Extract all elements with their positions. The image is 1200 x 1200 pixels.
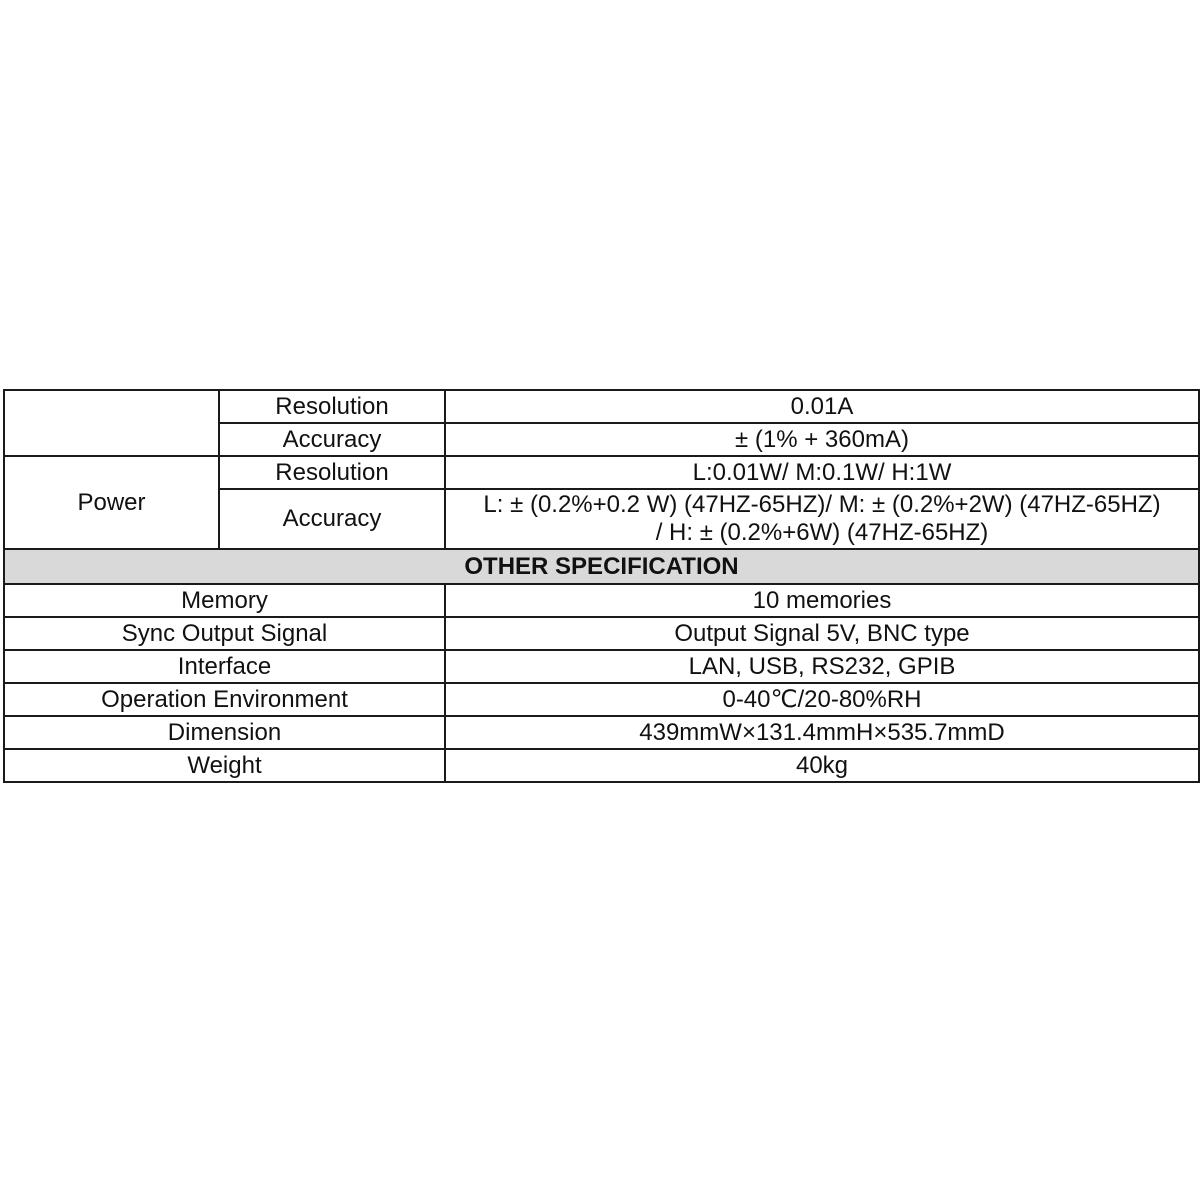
spec-value: 0.01A bbox=[445, 390, 1199, 423]
power-group-label: Power bbox=[4, 456, 219, 549]
spec-value: 10 memories bbox=[445, 584, 1199, 617]
spec-value: ± (1% + 360mA) bbox=[445, 423, 1199, 456]
spec-label: Dimension bbox=[4, 716, 445, 749]
table-row bbox=[4, 683, 1199, 716]
spec-label: Resolution bbox=[219, 456, 445, 489]
spec-value: 439mmW×131.4mmH×535.7mmD bbox=[445, 716, 1199, 749]
table-row bbox=[4, 390, 1199, 423]
spec-value: 0-40℃/20-80%RH bbox=[445, 683, 1199, 716]
section-title: OTHER SPECIFICATION bbox=[4, 549, 1199, 584]
spec-label: Operation Environment bbox=[4, 683, 445, 716]
table-row bbox=[4, 456, 1199, 489]
spec-label: Accuracy bbox=[219, 489, 445, 549]
spec-value: L:0.01W/ M:0.1W/ H:1W bbox=[445, 456, 1199, 489]
spec-label: Memory bbox=[4, 584, 445, 617]
power-accuracy-line-2: / H: ± (0.2%+6W) (47HZ-65HZ) bbox=[655, 519, 989, 546]
empty-group-cell bbox=[4, 390, 219, 456]
spec-label: Sync Output Signal bbox=[4, 617, 445, 650]
table-row bbox=[4, 716, 1199, 749]
section-header-row bbox=[4, 549, 1199, 584]
spec-value: LAN, USB, RS232, GPIB bbox=[445, 650, 1199, 683]
table-row bbox=[4, 650, 1199, 683]
spec-value: 40kg bbox=[445, 749, 1199, 782]
spec-value: Output Signal 5V, BNC type bbox=[445, 617, 1199, 650]
table-row bbox=[4, 584, 1199, 617]
spec-label: Accuracy bbox=[219, 423, 445, 456]
spec-label: Weight bbox=[4, 749, 445, 782]
table-row bbox=[4, 617, 1199, 650]
spec-label: Resolution bbox=[219, 390, 445, 423]
power-accuracy-value bbox=[445, 489, 1199, 549]
table-row bbox=[4, 749, 1199, 782]
power-accuracy-line-1: L: ± (0.2%+0.2 W) (47HZ-65HZ)/ M: ± (0.2%+2W) (47HZ-65HZ) bbox=[483, 491, 1161, 518]
spec-label: Interface bbox=[4, 650, 445, 683]
specification-table bbox=[3, 389, 1200, 783]
